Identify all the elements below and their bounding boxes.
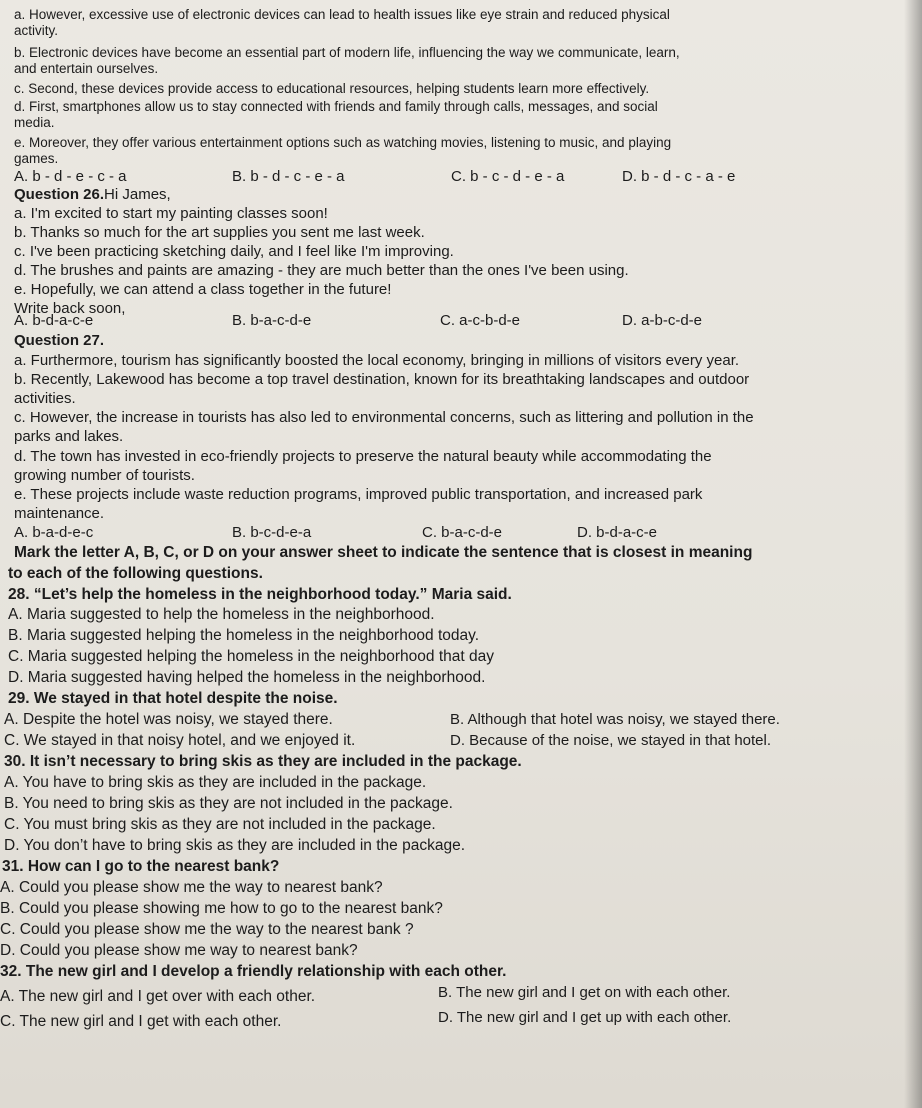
q30-option-c[interactable]: C. You must bring skis as they are not included in the package. [4,816,436,833]
q26-title: Question 26. [14,186,105,203]
q25-option-d[interactable]: D. b - d - c - a - e [622,168,736,185]
q25-sentence-c: c. Second, these devices provide access to educational resources, helping students learn more effectively. [14,81,650,96]
q31-option-b[interactable]: B. Could you please showing me how to go to the nearest bank? [0,900,443,917]
q25-sentence-e-cont: games. [14,151,59,166]
q29-option-c[interactable]: C. We stayed in that noisy hotel, and we enjoyed it. [4,732,356,749]
q28-stem: 28. “Let’s help the homeless in the neighborhood today.” Maria said. [8,586,512,603]
q32-option-d[interactable]: D. The new girl and I get up with each other. [438,1009,732,1026]
q30-option-d[interactable]: D. You don’t have to bring skis as they are included in the package. [4,837,465,854]
q27-sentence-b: b. Recently, Lakewood has become a top travel destination, known for its breathtaking landscapes and outdoor [14,371,750,388]
q25-sentence-d-cont: media. [14,115,55,130]
q25-sentence-a: a. However, excessive use of electronic devices can lead to health issues like eye strain and reduced physical [14,7,670,22]
q30-option-b[interactable]: B. You need to bring skis as they are not included in the package. [4,795,453,812]
q27-sentence-e-cont: maintenance. [14,505,105,522]
q28-option-c[interactable]: C. Maria suggested helping the homeless in the neighborhood that day [8,648,494,665]
q29-stem: 29. We stayed in that hotel despite the noise. [8,690,338,707]
q31-option-a[interactable]: A. Could you please show me the way to nearest bank? [0,879,383,896]
q31-option-d[interactable]: D. Could you please show me way to nearest bank? [0,942,358,959]
q27-sentence-b-cont: activities. [14,390,76,407]
q29-option-b[interactable]: B. Although that hotel was noisy, we stayed there. [450,711,780,728]
q27-sentence-e: e. These projects include waste reduction programs, improved public transportation, and increased park [14,486,703,503]
q27-option-a[interactable]: A. b-a-d-e-c [14,524,94,541]
q26-option-b[interactable]: B. b-a-c-d-e [232,312,312,329]
instruction-line-2: to each of the following questions. [8,565,263,582]
q27-sentence-a: a. Furthermore, tourism has significantly boosted the local economy, bringing in millions of visitors every year. [14,352,740,369]
q27-sentence-c: c. However, the increase in tourists has also led to environmental concerns, such as littering and pollution in the [14,409,754,426]
q26-option-c[interactable]: C. a-c-b-d-e [440,312,521,329]
q25-option-c[interactable]: C. b - c - d - e - a [451,168,565,185]
q26-sentence-c: c. I've been practicing sketching daily, and I feel like I'm improving. [14,243,454,260]
q27-title: Question 27. [14,332,105,349]
q25-sentence-e: e. Moreover, they offer various entertainment options such as watching movies, listening to music, and playing [14,135,672,150]
q27-sentence-c-cont: parks and lakes. [14,428,124,445]
q31-stem: 31. How can I go to the nearest bank? [2,858,280,875]
q25-sentence-d: d. First, smartphones allow us to stay connected with friends and family through calls, messages, and social [14,99,658,114]
q32-option-b[interactable]: B. The new girl and I get on with each other. [438,984,731,1001]
q26-closing: Write back soon, [14,300,126,317]
q27-sentence-d: d. The town has invested in eco-friendly projects to preserve the natural beauty while accommodating the [14,448,712,465]
q26-option-d[interactable]: D. a-b-c-d-e [622,312,703,329]
q25-option-b[interactable]: B. b - d - c - e - a [232,168,345,185]
q28-option-d[interactable]: D. Maria suggested having helped the homeless in the neighborhood. [8,669,486,686]
q26-sentence-a: a. I'm excited to start my painting classes soon! [14,205,328,222]
q29-option-d[interactable]: D. Because of the noise, we stayed in that hotel. [450,732,772,749]
q30-option-a[interactable]: A. You have to bring skis as they are included in the package. [4,774,427,791]
q32-option-a[interactable]: A. The new girl and I get over with each other. [0,988,316,1005]
q32-option-c[interactable]: C. The new girl and I get with each other. [0,1013,282,1030]
q26-sentence-e: e. Hopefully, we can attend a class together in the future! [14,281,392,298]
q28-option-a[interactable]: A. Maria suggested to help the homeless in the neighborhood. [8,606,435,623]
q26-greeting: Hi James, [104,186,171,203]
q28-option-b[interactable]: B. Maria suggested helping the homeless in the neighborhood today. [8,627,480,644]
page-edge-shadow [904,0,922,1108]
q27-option-b[interactable]: B. b-c-d-e-a [232,524,312,541]
q27-sentence-d-cont: growing number of tourists. [14,467,195,484]
q26-heading [14,186,171,204]
q27-option-d[interactable]: D. b-d-a-c-e [577,524,658,541]
q25-option-a[interactable]: A. b - d - e - c - a [14,168,127,185]
q25-sentence-b-cont: and entertain ourselves. [14,61,159,76]
q31-option-c[interactable]: C. Could you please show me the way to the nearest bank ? [0,921,414,938]
q26-sentence-b: b. Thanks so much for the art supplies you sent me last week. [14,224,425,241]
q32-stem: 32. The new girl and I develop a friendly relationship with each other. [0,963,507,980]
q25-sentence-b: b. Electronic devices have become an essential part of modern life, influencing the way we communicate, learn, [14,45,680,60]
q26-option-a[interactable]: A. b-d-a-c-e [14,312,94,329]
q25-sentence-a-cont: activity. [14,23,59,38]
q27-option-c[interactable]: C. b-a-c-d-e [422,524,503,541]
q26-sentence-d: d. The brushes and paints are amazing - they are much better than the ones I've been using. [14,262,629,279]
q30-stem: 30. It isn’t necessary to bring skis as they are included in the package. [4,753,522,770]
instruction-line-1: Mark the letter A, B, C, or D on your answer sheet to indicate the sentence that is closest in meaning [14,544,753,561]
q29-option-a[interactable]: A. Despite the hotel was noisy, we stayed there. [4,711,333,728]
